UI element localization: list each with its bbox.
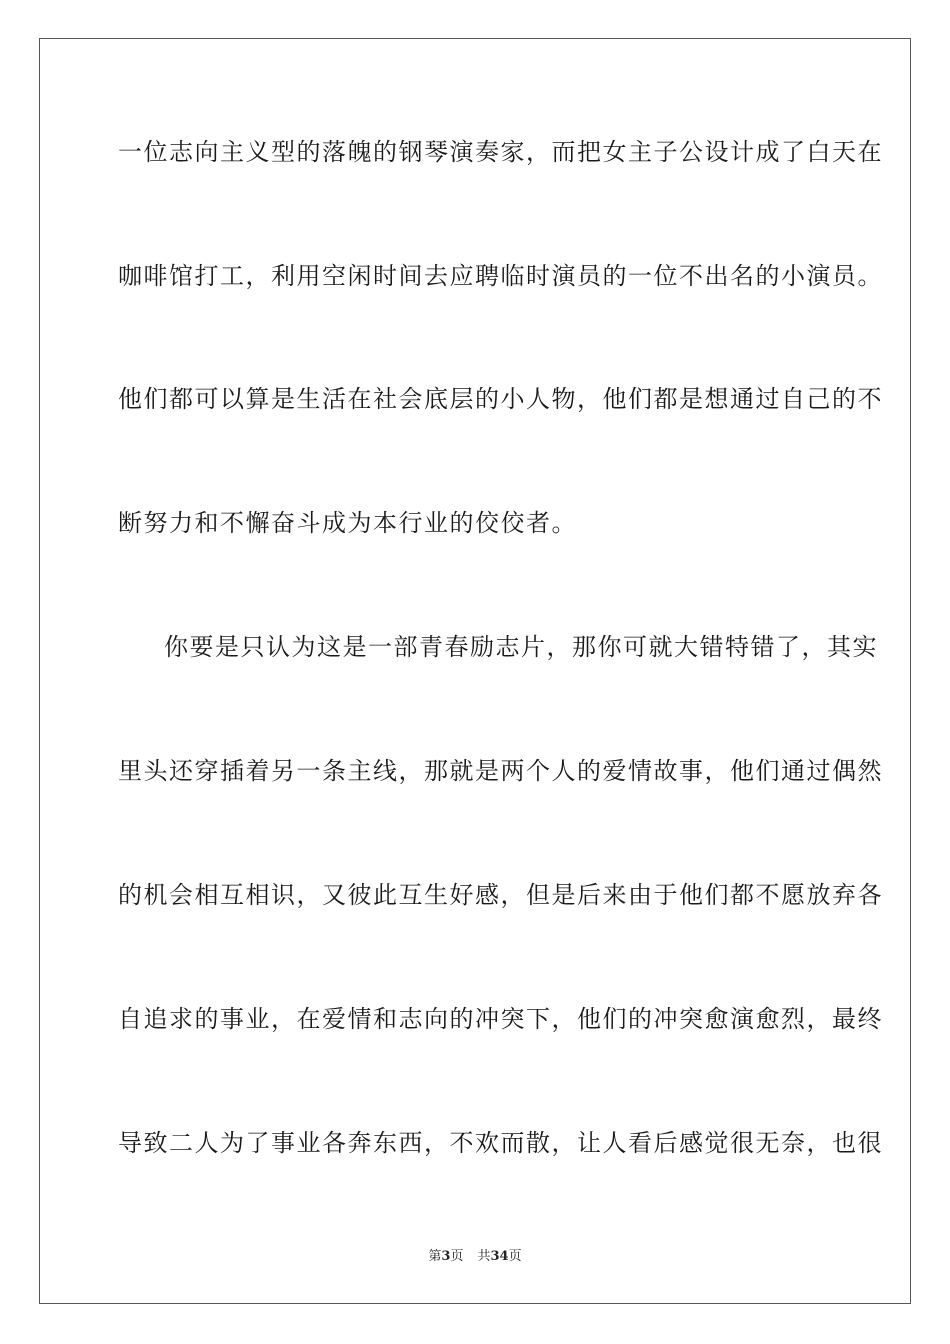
body-text-line: 咖啡馆打工，利用空闲时间去应聘临时演员的一位不出名的小演员。 (118, 262, 883, 290)
page-footer (0, 1248, 950, 1266)
page-number-label: 第3页 (428, 1249, 464, 1264)
body-text-line: 一位志向主义型的落魄的钢琴演奏家，而把女主子公设计成了白天在 (118, 138, 883, 166)
body-text-line: 自追求的事业，在爱情和志向的冲突下，他们的冲突愈演愈烈，最终 (118, 1005, 883, 1033)
body-text-line: 导致二人为了事业各奔东西，不欢而散，让人看后感觉很无奈，也很 (118, 1129, 883, 1157)
body-text-line: 断努力和不懈奋斗成为本行业的佼佼者。 (118, 509, 577, 537)
total-pages-label: 共34页 (477, 1249, 522, 1264)
body-text-line-indented: 你要是只认为这是一部青春励志片，那你可就大错特错了，其实 (164, 633, 878, 661)
page-border (39, 38, 911, 1304)
body-text-line: 的机会相互相识，又彼此互生好感，但是后来由于他们都不愿放弃各 (118, 881, 883, 909)
body-text-line: 他们都可以算是生活在社会底层的小人物，他们都是想通过自己的不 (118, 385, 883, 413)
body-text-line: 里头还穿插着另一条主线，那就是两个人的爱情故事，他们通过偶然 (118, 757, 883, 785)
